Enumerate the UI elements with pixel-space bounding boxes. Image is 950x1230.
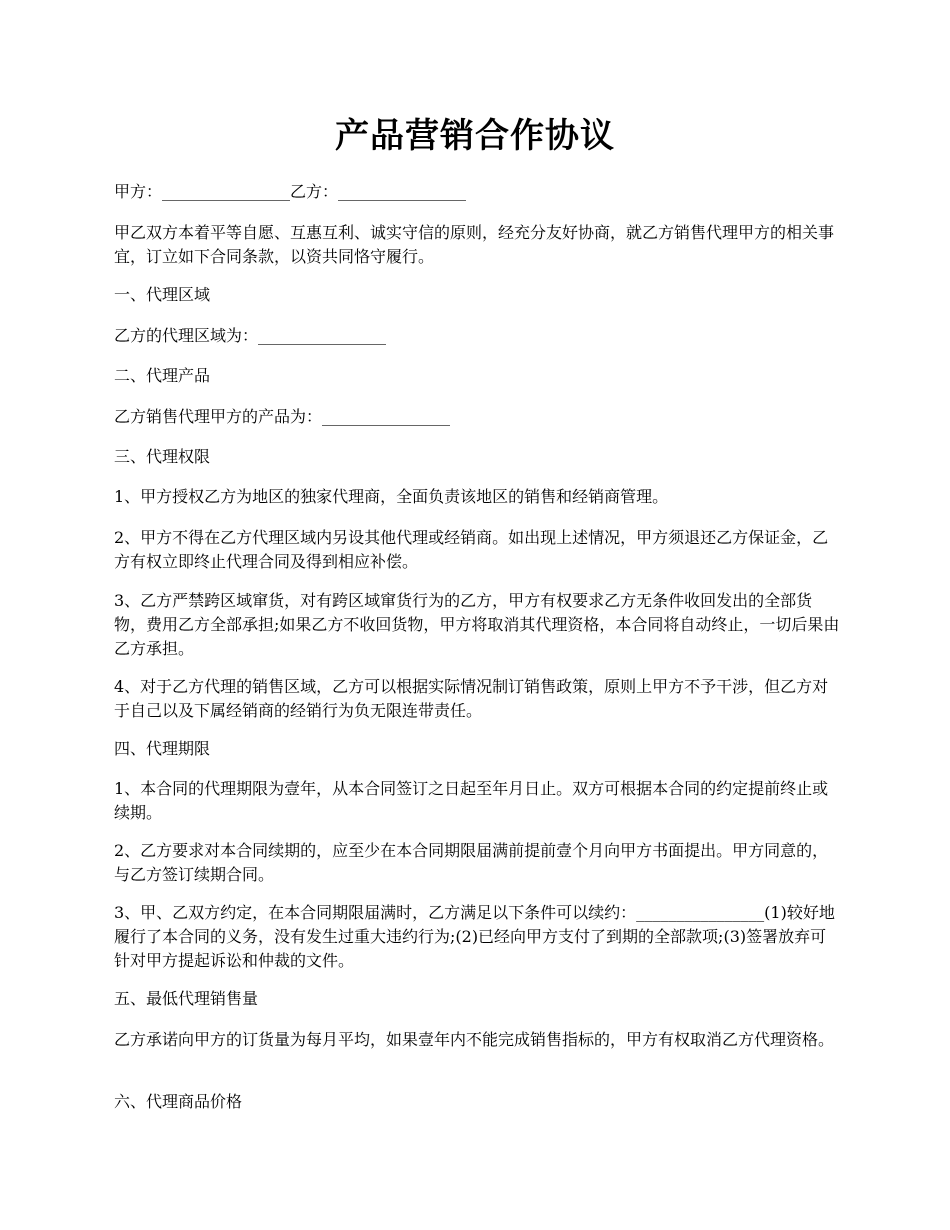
section-3-item-3: 3、乙方严禁跨区域窜货，对有跨区域窜货行为的乙方，甲方有权要求乙方无条件收回发出的全部货物，费用乙方全部承担;如果乙方不收回货物，甲方将取消其代理资格，本合同将自动终止，一切后果由乙方承担。: [114, 591, 840, 658]
section-3-item-1: 1、甲方授权乙方为地区的独家代理商，全面负责该地区的销售和经销商管理。: [114, 487, 669, 506]
section-2-text: 乙方销售代理甲方的产品为：________________: [114, 407, 451, 426]
parties-line: [114, 180, 840, 204]
section-4-heading: 四、代理期限: [114, 739, 211, 758]
section-1-heading: 一、代理区域: [114, 285, 211, 304]
party-a-label: 甲方：: [114, 182, 163, 201]
section-6-heading: 六、代理商品价格: [114, 1092, 243, 1111]
section-3-item-4: 4、对于乙方代理的销售区域，乙方可以根据实际情况制订销售政策，原则上甲方不予干涉，但乙方对于自己以及下属经销商的经销行为负无限连带责任。: [114, 677, 829, 720]
section-4-item-3: 3、甲、乙双方约定，在本合同期限届满时，乙方满足以下条件可以续约：________________(1)较好地履行了本合同的义务，没有发生过重大违约行为;(2)已经向甲方支付了到期的全部款项;(3)签署放弃可针对甲方提起诉讼和仲裁的文件。: [114, 903, 835, 970]
section-3-item-2: 2、甲方不得在乙方代理区域内另设其他代理或经销商。如出现上述情况，甲方须退还乙方保证金，乙方有权立即终止代理合同及得到相应补偿。: [114, 528, 829, 571]
section-3-heading: 三、代理权限: [114, 447, 211, 466]
section-5-item-1: 乙方承诺向甲方的订货量为每月平均，如果壹年内不能完成销售指标的，甲方有权取消乙方代理资格。: [114, 1030, 835, 1049]
section-2-heading: 二、代理产品: [114, 366, 211, 385]
party-b-blank: ________________: [338, 182, 467, 201]
document-title: 产品营销合作协议: [335, 116, 615, 156]
intro-paragraph: 甲乙双方本着平等自愿、互惠互利、诚实守信的原则，经充分友好协商，就乙方销售代理甲方的相关事宜，订立如下合同条款，以资共同恪守履行。: [114, 223, 835, 266]
section-1-text: 乙方的代理区域为：________________: [114, 326, 387, 345]
section-5-heading: 五、最低代理销售量: [114, 989, 259, 1008]
section-4-item-1: 1、本合同的代理期限为壹年，从本合同签订之日起至年月日止。双方可根据本合同的约定提前终止或续期。: [114, 779, 829, 822]
party-b-label: 乙方：: [290, 182, 339, 201]
section-4-item-2: 2、乙方要求对本合同续期的，应至少在本合同期限届满前提前壹个月向甲方书面提出。甲方同意的，与乙方签订续期合同。: [114, 841, 829, 884]
party-a-blank: ________________: [162, 182, 291, 201]
